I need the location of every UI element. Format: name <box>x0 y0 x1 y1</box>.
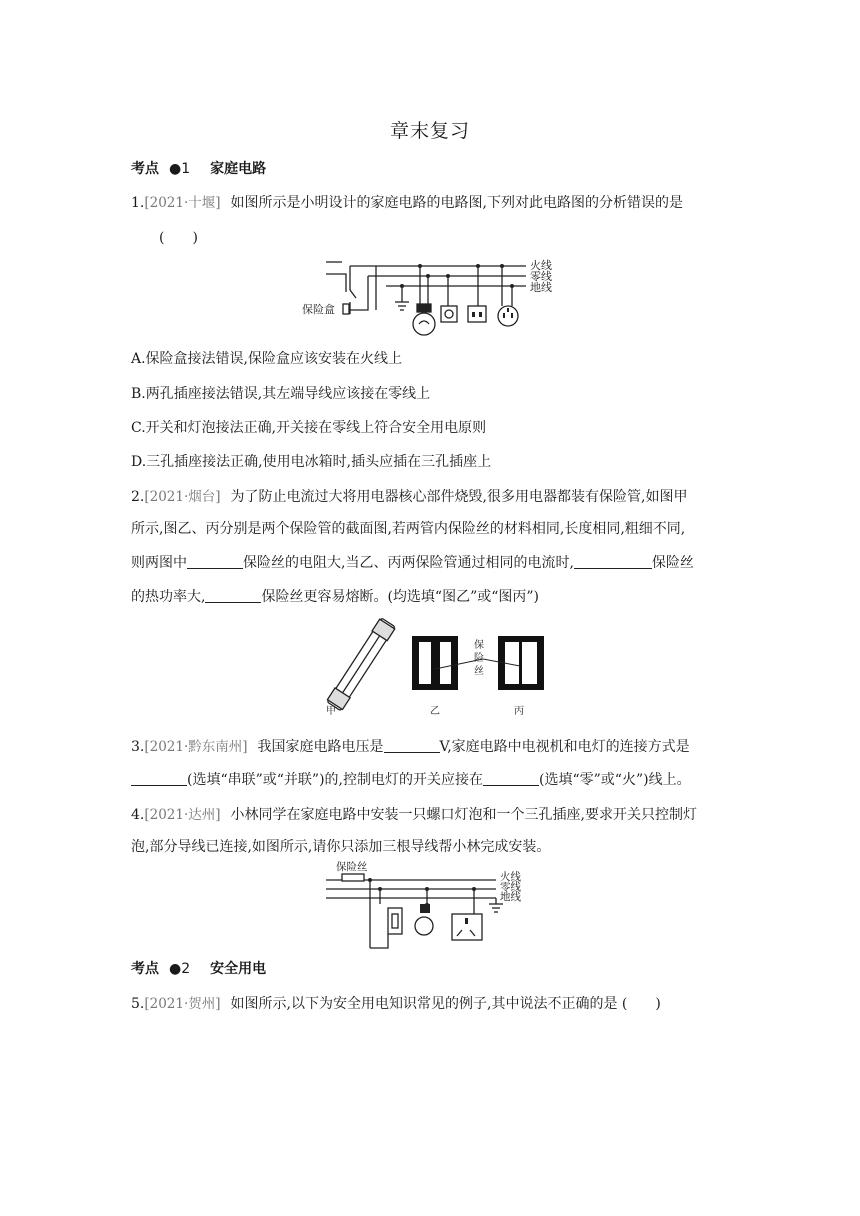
page-title: 章末复习 <box>389 120 470 142</box>
fuse-wire-label <box>474 638 484 677</box>
figure-label-jia: 甲 <box>326 706 336 717</box>
source-tag: [2021·贺州] <box>144 996 221 1012</box>
neutral-wire-label: 零线 <box>530 270 552 283</box>
question-text: 为了防止电流过大将用电器核心部件烧毁,很多用电器都装有保险管,如图甲 <box>230 489 688 505</box>
figure-label-yi: 乙 <box>430 706 440 717</box>
svg-text:丝: 丝 <box>474 666 484 677</box>
ground-wire-label: 地线 <box>500 891 521 903</box>
figure-label-bing: 丙 <box>514 706 524 717</box>
answer-blank[interactable] <box>483 771 539 786</box>
section-heading-2 <box>131 958 266 978</box>
section-marker: ●1 <box>169 161 191 177</box>
source-tag: [2021·黔东南州] <box>144 739 248 755</box>
question-2-line-4 <box>131 586 731 606</box>
svg-text:保: 保 <box>474 640 484 651</box>
answer-paren: ( ) <box>159 230 198 246</box>
household-circuit-figure <box>298 254 560 338</box>
question-text: 小林同学在家庭电路中安装一只螺口灯泡和一个三孔插座,要求开关只控制灯 <box>230 807 697 823</box>
ground-wire-label: 地线 <box>530 281 552 294</box>
question-text: V,家庭电路中电视机和电灯的连接方式是 <box>439 739 690 755</box>
section-prefix: 考点 <box>131 961 159 977</box>
answer-blank[interactable] <box>187 554 243 569</box>
source-tag: [2021·烟台] <box>144 489 221 505</box>
question-text: 的热功率大, <box>131 589 206 605</box>
question-text: 保险丝 <box>651 555 694 571</box>
fuse-tube-figure <box>318 614 550 720</box>
question-2-line-3 <box>131 552 731 572</box>
section-name: 家庭电路 <box>210 161 267 177</box>
question-4-line-1 <box>131 803 731 824</box>
neutral-wire-label: 零线 <box>500 881 521 893</box>
answer-blank[interactable] <box>131 771 187 786</box>
question-text: 如图所示,以下为安全用电知识常见的例子,其中说法不正确的是 <box>230 996 618 1012</box>
svg-text:险: 险 <box>474 653 484 664</box>
option-c: C.开关和灯泡接法正确,开关接在零线上符合安全用电原则 <box>131 420 487 436</box>
live-wire-label: 火线 <box>500 871 521 883</box>
question-3-line-1 <box>131 735 731 756</box>
question-number: 4. <box>131 807 145 823</box>
answer-blank[interactable] <box>205 588 261 603</box>
answer-blank[interactable] <box>574 554 652 569</box>
question-text: (选填“串联”或“并联”)的,控制电灯的开关应接在 <box>187 772 484 788</box>
section-heading-1 <box>131 158 266 178</box>
option-a: A.保险盒接法错误,保险盒应该安装在火线上 <box>131 351 403 367</box>
question-text: (选填“零”或“火”)线上。 <box>539 772 691 788</box>
question-4-line-2: 泡,部分导线已连接,如图所示,请你只添加三根导线帮小林完成安装。 <box>131 839 551 855</box>
fuse-label: 保险丝 <box>336 861 368 873</box>
option-b: B.两孔插座接法错误,其左端导线应该接在零线上 <box>131 386 431 402</box>
source-tag: [2021·达州] <box>144 807 221 823</box>
question-number: 5. <box>131 996 145 1012</box>
source-tag: [2021·十堰] <box>144 195 221 211</box>
question-text: 则两图中 <box>131 555 187 571</box>
section-marker: ●2 <box>169 961 191 977</box>
question-3-line-2 <box>131 769 731 789</box>
option-d: D.三孔插座接法正确,使用电冰箱时,插头应插在三孔插座上 <box>131 454 492 470</box>
question-2-line-2: 所示,图乙、丙分别是两个保险管的截面图,若两管内保险丝的材料相同,长度相同,粗细不同, <box>131 521 686 537</box>
live-wire-label: 火线 <box>530 259 552 272</box>
fuse-box-label: 保险盒 <box>302 303 335 316</box>
answer-blank[interactable] <box>384 738 440 753</box>
question-5 <box>131 992 731 1013</box>
question-number: 1. <box>131 195 145 211</box>
answer-paren: ( ) <box>621 996 661 1012</box>
question-1 <box>131 191 731 212</box>
question-number: 2. <box>131 489 145 505</box>
section-name: 安全用电 <box>210 961 267 977</box>
wiring-task-figure <box>324 860 534 950</box>
section-prefix: 考点 <box>131 161 159 177</box>
question-number: 3. <box>131 739 145 755</box>
question-text: 如图所示是小明设计的家庭电路的电路图,下列对此电路图的分析错误的是 <box>230 195 683 211</box>
question-text: 我国家庭电路电压是 <box>257 739 384 755</box>
question-text: 保险丝更容易熔断。(均选填“图乙”或“图丙”) <box>261 589 540 605</box>
question-2-line-1 <box>131 485 731 506</box>
question-text: 保险丝的电阻大,当乙、丙两保险管通过相同的电流时, <box>243 555 574 571</box>
